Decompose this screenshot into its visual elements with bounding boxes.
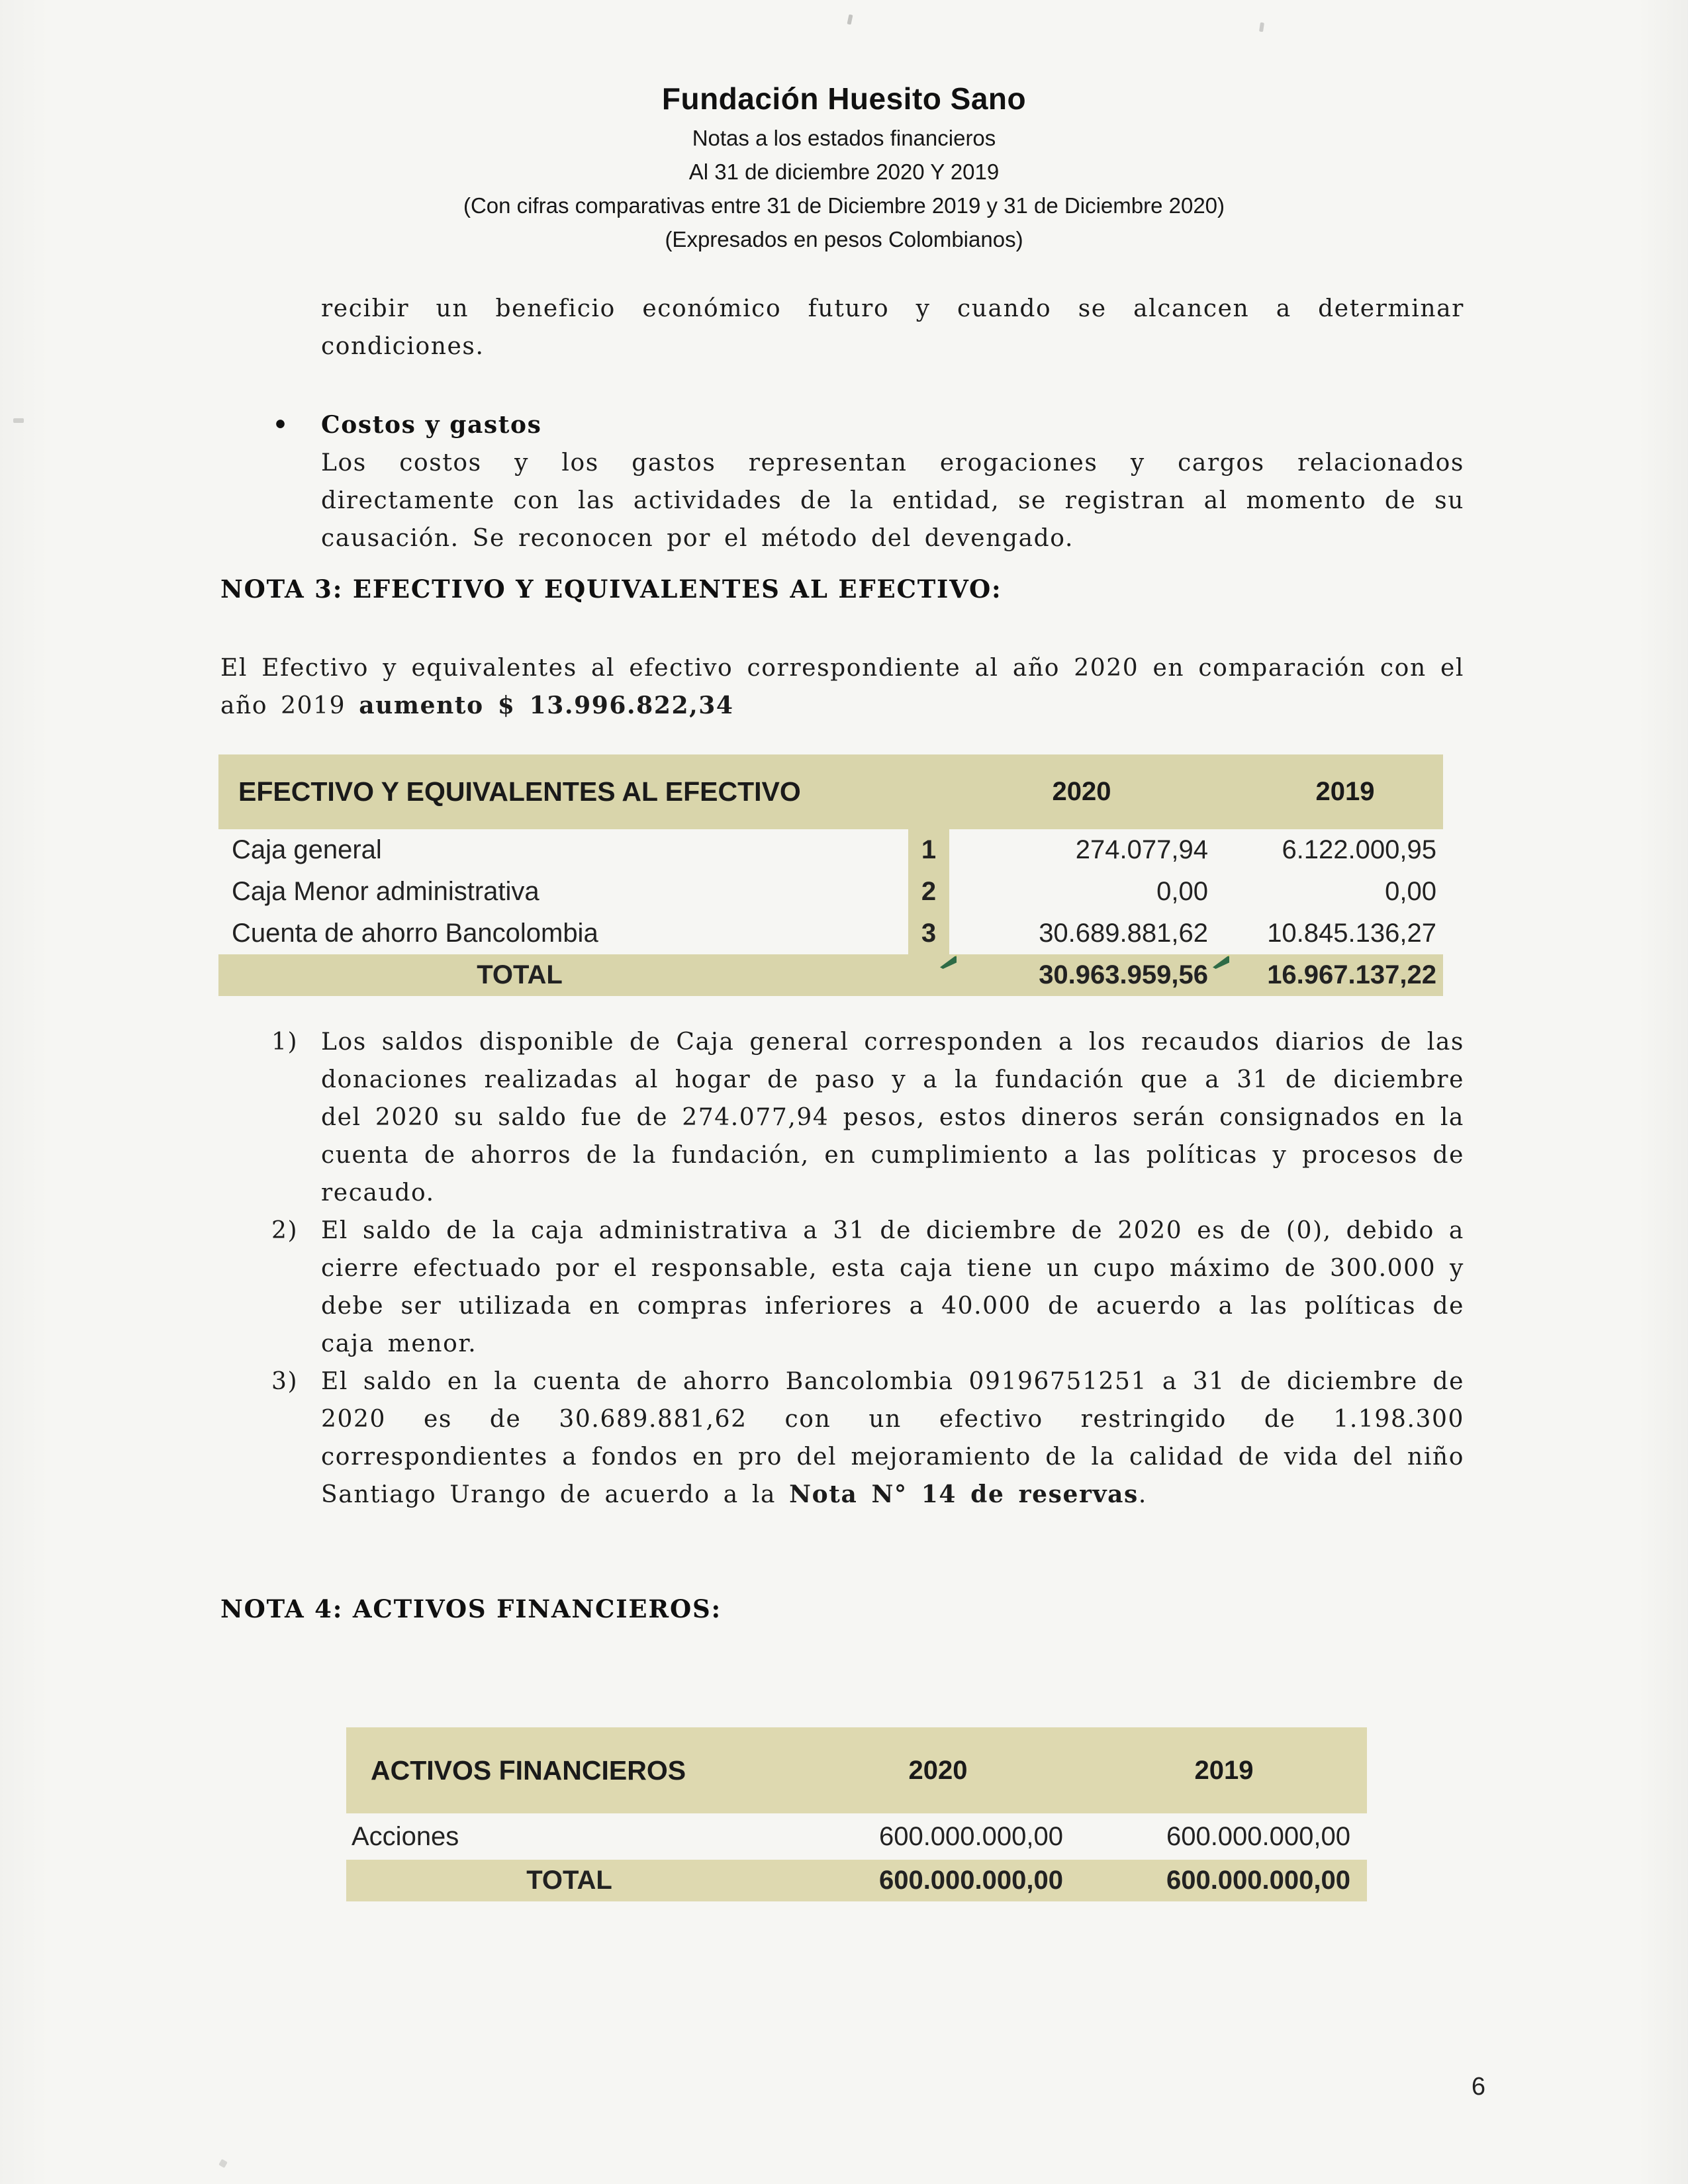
note-text: El saldo de la caja administrativa a 31 de diciembre de 2020 es de (0), debido a cierre efectuado por el responsable, esta caja tiene un cupo máximo de 300.000 y debe ser utilizada en compras inferiores a 40.000 de acuerdo a las políticas de caja menor. — [321, 1217, 1464, 1357]
bullet-heading — [273, 406, 542, 444]
note-text-end: . — [1138, 1481, 1147, 1508]
list-item — [271, 1212, 1464, 1363]
nota3-intro-regular: El Efectivo y equivalentes al efectivo correspondiente al año 2020 en comparación con el año 2019 — [220, 655, 1464, 719]
note-number: 1) — [271, 1028, 299, 1056]
subtitle-line-3: (Con cifras comparativas entre 31 de Diciembre 2019 y 31 de Diciembre 2020) — [463, 193, 1225, 218]
total-value-2019: 16.967.137,22 — [1267, 960, 1436, 989]
activos-col-2019: 2019 — [1194, 1756, 1254, 1785]
activos-table — [346, 1727, 1367, 1901]
row-value-2019: 0,00 — [1385, 877, 1436, 906]
note-text — [321, 1363, 1464, 1514]
efectivo-table-title: EFECTIVO Y EQUIVALENTES AL EFECTIVO — [238, 776, 801, 807]
row-label: Caja general — [232, 835, 382, 864]
total-value-2020: 30.963.959,56 — [1039, 960, 1208, 989]
nota3-intro-paragraph — [220, 649, 1464, 725]
row-ref: 2 — [921, 877, 937, 906]
nota3-heading: NOTA 3: EFECTIVO Y EQUIVALENTES AL EFECTIVO: — [220, 574, 1002, 604]
nota4-heading: NOTA 4: ACTIVOS FINANCIEROS: — [220, 1594, 722, 1623]
note-text-reference: Nota N° 14 de reservas — [789, 1480, 1139, 1508]
page-number: 6 — [1471, 2073, 1485, 2101]
total-label: TOTAL — [477, 960, 563, 989]
activos-col-2020: 2020 — [908, 1756, 968, 1785]
document-title: Fundación Huesito Sano — [661, 81, 1027, 116]
subtitle-line-2: Al 31 de diciembre 2020 Y 2019 — [688, 159, 1000, 184]
row-ref: 3 — [921, 919, 937, 948]
document-subtitle — [0, 121, 1688, 256]
scan-artifact — [218, 2159, 228, 2168]
activos-table-header — [346, 1727, 1367, 1813]
efectivo-table — [218, 754, 1443, 996]
subtitle-line-1: Notas a los estados financieros — [692, 126, 996, 150]
notes-list — [271, 1023, 1464, 1514]
activos-total-row — [346, 1860, 1367, 1901]
row-value-2019: 600.000.000,00 — [1166, 1822, 1350, 1851]
bullet-heading-label: Costos y gastos — [321, 411, 542, 439]
note-number: 2) — [271, 1217, 299, 1244]
row-label: Caja Menor administrativa — [232, 877, 539, 906]
efectivo-col-2019: 2019 — [1315, 777, 1375, 806]
efectivo-total-row — [218, 954, 1443, 996]
row-value-2020: 600.000.000,00 — [878, 1822, 1063, 1851]
activos-table-title: ACTIVOS FINANCIEROS — [371, 1755, 686, 1786]
total-label: TOTAL — [526, 1866, 612, 1895]
row-label: Cuenta de ahorro Bancolombia — [232, 919, 598, 948]
efectivo-col-2020: 2020 — [1052, 777, 1111, 806]
efectivo-table-header — [218, 754, 1443, 829]
note-text-regular: El saldo en la cuenta de ahorro Bancolombia 09196751251 a 31 de diciembre de 2020 es de 30.689.881,62 con un efectivo restringido de 1.198.300 correspondientes a fondos en pro del mejoramiento de la calidad de vida del niño Santiago Urango de acuerdo a la — [321, 1368, 1464, 1508]
total-value-2020: 600.000.000,00 — [878, 1866, 1063, 1895]
scan-artifact — [1259, 23, 1264, 32]
row-label: Acciones — [352, 1822, 459, 1851]
row-value-2019: 10.845.136,27 — [1267, 919, 1436, 948]
list-item — [271, 1363, 1464, 1514]
row-ref: 1 — [921, 835, 937, 864]
row-value-2020: 0,00 — [1156, 877, 1208, 906]
bullet-icon: • — [273, 411, 289, 439]
row-value-2020: 30.689.881,62 — [1039, 919, 1208, 948]
row-value-2019: 6.122.000,95 — [1282, 835, 1436, 864]
note-number: 3) — [271, 1368, 299, 1395]
bullet-paragraph: Los costos y los gastos representan erogaciones y cargos relacionados directamente con las actividades de la entidad, se registran al momento de su causación. Se reconocen por el método del devengado. — [321, 449, 1464, 552]
scan-artifact — [13, 418, 24, 423]
note-text: Los saldos disponible de Caja general corresponden a los recaudos diarios de las donaciones realizadas al hogar de paso y a la fundación que a 31 de diciembre del 2020 su saldo fue de 274.077,94 pesos, estos dineros serán consignados en la cuenta de ahorros de la fundación, en cumplimiento a las políticas y procesos de recaudo. — [321, 1028, 1464, 1206]
total-value-2019: 600.000.000,00 — [1166, 1866, 1350, 1895]
list-item — [271, 1023, 1464, 1212]
nota3-intro-amount: aumento $ 13.996.822,34 — [359, 692, 734, 719]
row-value-2020: 274.077,94 — [1075, 835, 1208, 864]
intro-paragraph: recibir un beneficio económico futuro y cuando se alcancen a determinar condiciones. — [321, 295, 1464, 360]
subtitle-line-4: (Expresados en pesos Colombianos) — [665, 227, 1023, 251]
scan-artifact — [847, 15, 853, 25]
